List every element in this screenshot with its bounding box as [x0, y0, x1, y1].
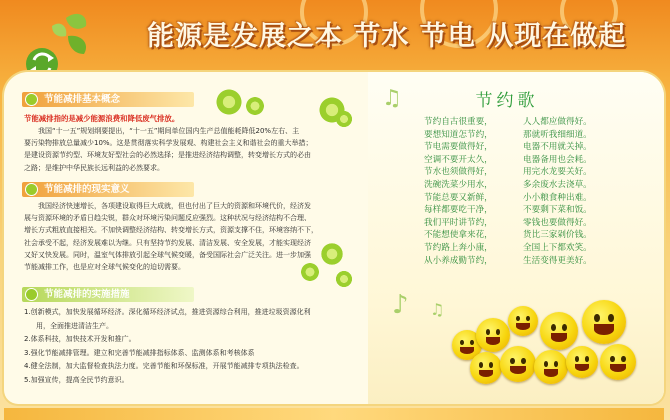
text-line: 2.体系科技，加快技术开发和推广。: [24, 335, 136, 343]
poem-title: 节约歌: [475, 91, 539, 111]
poem-line: 节水也须做得好，: [424, 167, 493, 178]
text-line: 展与资源环境的矛盾日趋尖锐，群众对环境污染问题反应强烈。这种状况与经济结构不合理、: [24, 214, 311, 223]
poem-line: 全国上下都欢笑。: [523, 242, 592, 253]
poem-line: 零钱也要做得好。: [523, 217, 592, 228]
text-line: 3.强化节能减排管理。建立和完善节能减排指标体系、监测体系和考核体系: [24, 348, 255, 357]
poem-line: 要想知道怎节约，: [424, 129, 493, 140]
poem-line: 节电需要做得好，: [424, 142, 493, 153]
smiley-face-icon: [534, 350, 568, 384]
poem-line: 洗碗洗菜少用水，: [424, 179, 493, 190]
smiley-face-icon: [582, 300, 626, 344]
poem-line: 我们平时讲节约，: [424, 217, 493, 228]
text-line: 用，全面推进清洁生产。: [36, 321, 113, 330]
poem-line: 每样都要吃干净，: [424, 205, 493, 216]
smiley-face-icon: [600, 344, 636, 380]
text-line: 5.加强宣传，提高全民节约意识。: [24, 375, 129, 384]
smiley-face-icon: [540, 312, 578, 350]
section-body: [24, 125, 364, 174]
section-heading: 节能减排基本概念: [22, 92, 194, 107]
poem-line: 节约路上奔小康，: [424, 242, 493, 253]
poem-line: 生活变得更美好。: [523, 255, 592, 266]
poem-line: 电器不用就关掉。: [523, 142, 592, 153]
smiley-face-icon: [500, 346, 536, 382]
text-line: 社会承受不起，经济发展难以为继。只有坚持节约发展、清洁发展、安全发展，才能实现经济: [24, 238, 311, 247]
poem-line: 那就听我细细道。: [523, 129, 592, 140]
poem-line: 从小养成勤节约，: [424, 255, 493, 266]
section-subtitle: 节能减排指的是减少能源浪费和降低废气排放。: [24, 114, 180, 123]
section-heading: 节能减排的现实意义: [22, 182, 194, 197]
smiley-face-icon: [470, 352, 502, 384]
text-line: 要污染物排放总量减少10%。这是贯彻落实科学发展观、构建社会主义和谐社会的重大举措；: [24, 139, 313, 148]
text-line: 我国“十一五”规划纲要提出，“十一五”期间单位国内生产总值能耗降低20%左右、主: [38, 127, 300, 135]
poem-line: 节约自古很重要，: [424, 117, 493, 127]
section-body: [24, 306, 364, 387]
section-heading: 节能减排的实施措施: [22, 287, 194, 302]
bottom-stripe: [4, 408, 664, 420]
poem-line: 空调不要开太久，: [424, 154, 493, 165]
text-line: 增长方式粗放直接相关。不加快调整经济结构、转变增长方式，资源支撑不住，环境容纳不下，: [24, 226, 318, 235]
flower-icon: [215, 88, 243, 116]
smiley-face-icon: [566, 346, 598, 378]
poem-line: 不能想使拿来花，: [424, 230, 493, 241]
music-note-icon: ♪: [392, 290, 409, 320]
text-line: 是建设资源节约型、环境友好型社会的必然选择；是推进经济结构调整，转变增长方式的必由: [24, 151, 311, 160]
poem-column-right: [523, 116, 592, 267]
smiley-face-icon: [476, 318, 510, 352]
poem-line: 人人都应做得好。: [523, 117, 592, 127]
music-note-icon: ♫: [382, 86, 402, 111]
poem-line: 不要剩下菜和饭。: [523, 205, 592, 216]
page-title: 能源是发展之本 节水 节电 从现在做起: [147, 21, 627, 52]
poem-line: 电器备用也会耗。: [523, 154, 592, 165]
section-body: [24, 200, 364, 273]
poem-line: 节能总要又新鲜，: [424, 192, 493, 203]
flower-icon: [245, 96, 265, 116]
text-line: 4.健全法制，加大监督检查执法力度。完善节能和环保标准，开展节能减排专项执法检查。: [24, 362, 304, 370]
music-note-icon: ♫: [430, 300, 445, 319]
poem-column-left: [424, 116, 493, 267]
text-line: 节能减排工作，也是应对全球气候变化的迫切需要。: [24, 263, 185, 272]
text-line: 1.创新模式，加快发展循环经济。深化循环经济试点，推进资源综合利用，推进垃圾资源化利: [24, 308, 311, 316]
text-line: 之路；是维护中华民族长远利益的必然要求。: [24, 163, 164, 172]
text-line: 我国经济快速增长，各项建设取得巨大成就，但也付出了巨大的资源和环境代价，经济发: [38, 202, 311, 210]
smiley-face-icon: [508, 306, 538, 336]
poem-line: 多余废水去浇草。: [523, 179, 592, 190]
text-line: 又好又快发展。同时，温室气体排放引起全球气候变暖，备受国际社会广泛关注。进一步加强: [24, 250, 311, 259]
poem-line: 货比三家剁价钱。: [523, 230, 592, 241]
poem-line: 用完水龙要关好。: [523, 167, 592, 178]
poem-line: 小小粮食种出难。: [523, 192, 592, 203]
